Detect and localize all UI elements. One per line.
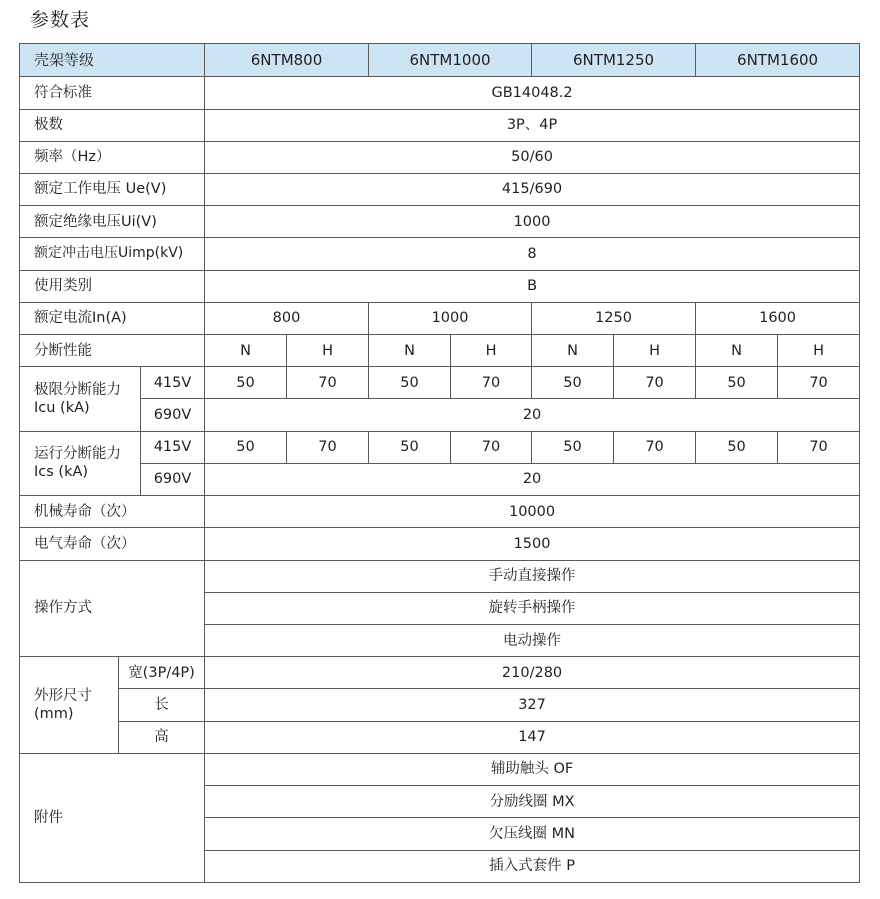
- icu-value: 50: [696, 367, 778, 399]
- dimension-row: [20, 657, 860, 689]
- uimp-value: 8: [205, 238, 860, 270]
- ics-415-row: [20, 431, 860, 463]
- breaking-cell: H: [778, 335, 860, 367]
- dimensions-label-line1: 外形尺寸: [34, 687, 92, 704]
- mech-life-value: 10000: [205, 496, 860, 528]
- parameter-table: [19, 43, 860, 883]
- accessories-label: 附件: [20, 753, 205, 882]
- accessory-value: 欠压线圈 MN: [205, 818, 860, 850]
- category-value: B: [205, 270, 860, 302]
- icu-voltage-690: 690V: [141, 399, 205, 431]
- model-6ntm1250: 6NTM1250: [532, 44, 696, 77]
- standard-value: GB14048.2: [205, 77, 860, 109]
- dimension-width-value: 210/280: [205, 657, 860, 689]
- breaking-row: [20, 335, 860, 367]
- ics-value: 50: [205, 431, 287, 463]
- icu-value: 70: [287, 367, 369, 399]
- dimension-width-label: 宽(3P/4P): [119, 657, 205, 689]
- dimension-length-value: 327: [205, 689, 860, 721]
- ui-label: 额定绝缘电压Ui(V): [20, 206, 205, 238]
- model-6ntm1600: 6NTM1600: [696, 44, 860, 77]
- breaking-label: 分断性能: [20, 335, 205, 367]
- breaking-cell: H: [451, 335, 532, 367]
- rated-current-1000: 1000: [369, 302, 532, 334]
- rated-current-label: 额定电流In(A): [20, 302, 205, 334]
- page-title: 参数表: [30, 9, 91, 31]
- ics-value: 70: [614, 431, 696, 463]
- ics-value: 70: [287, 431, 369, 463]
- poles-row: [20, 109, 860, 141]
- header-row: [20, 44, 860, 77]
- rated-current-1250: 1250: [532, 302, 696, 334]
- elec-life-row: [20, 528, 860, 560]
- dimension-row: [20, 689, 860, 721]
- operation-value: 电动操作: [205, 625, 860, 657]
- uimp-row: [20, 238, 860, 270]
- breaking-cell: H: [614, 335, 696, 367]
- breaking-cell: N: [696, 335, 778, 367]
- category-row: [20, 270, 860, 302]
- standard-label: 符合标准: [20, 77, 205, 109]
- ics-690-value: 20: [205, 463, 860, 495]
- accessory-value: 辅助触头 OF: [205, 753, 860, 785]
- model-6ntm1000: 6NTM1000: [369, 44, 532, 77]
- elec-life-value: 1500: [205, 528, 860, 560]
- icu-value: 70: [614, 367, 696, 399]
- poles-label: 极数: [20, 109, 205, 141]
- rated-current-800: 800: [205, 302, 369, 334]
- dimension-row: [20, 721, 860, 753]
- ue-value: 415/690: [205, 173, 860, 205]
- ui-value: 1000: [205, 206, 860, 238]
- frequency-row: [20, 141, 860, 173]
- rated-current-row: [20, 302, 860, 334]
- icu-label-line2: Icu (kA): [34, 399, 90, 416]
- accessory-row: [20, 753, 860, 785]
- ics-690-row: [20, 463, 860, 495]
- icu-value: 70: [451, 367, 532, 399]
- category-label: 使用类别: [20, 270, 205, 302]
- ics-value: 50: [369, 431, 451, 463]
- frequency-value: 50/60: [205, 141, 860, 173]
- accessory-value: 分励线圈 MX: [205, 786, 860, 818]
- ue-row: [20, 173, 860, 205]
- frequency-label: 频率（Hz）: [20, 141, 205, 173]
- ics-value: 70: [778, 431, 860, 463]
- dimensions-label: [20, 657, 119, 754]
- breaking-cell: N: [369, 335, 451, 367]
- icu-voltage-415: 415V: [141, 367, 205, 399]
- icu-label-line1: 极限分断能力: [34, 381, 121, 398]
- icu-690-value: 20: [205, 399, 860, 431]
- ics-value: 50: [696, 431, 778, 463]
- ue-label: 额定工作电压 Ue(V): [20, 173, 205, 205]
- icu-value: 70: [778, 367, 860, 399]
- dimension-length-label: 长: [119, 689, 205, 721]
- accessory-value: 插入式套件 P: [205, 850, 860, 882]
- ics-value: 70: [451, 431, 532, 463]
- frame-grade-label: 壳架等级: [20, 44, 205, 77]
- rated-current-1600: 1600: [696, 302, 860, 334]
- operation-label: 操作方式: [20, 560, 205, 657]
- dimensions-label-line2: (mm): [34, 706, 74, 723]
- standard-row: [20, 77, 860, 109]
- operation-value: 手动直接操作: [205, 560, 860, 592]
- mech-life-row: [20, 496, 860, 528]
- elec-life-label: 电气寿命（次）: [20, 528, 205, 560]
- icu-415-row: [20, 367, 860, 399]
- breaking-cell: H: [287, 335, 369, 367]
- icu-690-row: [20, 399, 860, 431]
- ics-label-line2: Ics (kA): [34, 464, 89, 481]
- mech-life-label: 机械寿命（次）: [20, 496, 205, 528]
- breaking-cell: N: [205, 335, 287, 367]
- ics-label: [20, 431, 141, 495]
- ui-row: [20, 206, 860, 238]
- icu-label: [20, 367, 141, 431]
- icu-value: 50: [532, 367, 614, 399]
- ics-value: 50: [532, 431, 614, 463]
- dimension-height-label: 高: [119, 721, 205, 753]
- ics-voltage-415: 415V: [141, 431, 205, 463]
- model-6ntm800: 6NTM800: [205, 44, 369, 77]
- dimension-height-value: 147: [205, 721, 860, 753]
- icu-value: 50: [369, 367, 451, 399]
- poles-value: 3P、4P: [205, 109, 860, 141]
- breaking-cell: N: [532, 335, 614, 367]
- uimp-label: 额定冲击电压Uimp(kV): [20, 238, 205, 270]
- operation-value: 旋转手柄操作: [205, 592, 860, 624]
- operation-row: [20, 560, 860, 592]
- ics-label-line1: 运行分断能力: [34, 446, 121, 463]
- icu-value: 50: [205, 367, 287, 399]
- ics-voltage-690: 690V: [141, 463, 205, 495]
